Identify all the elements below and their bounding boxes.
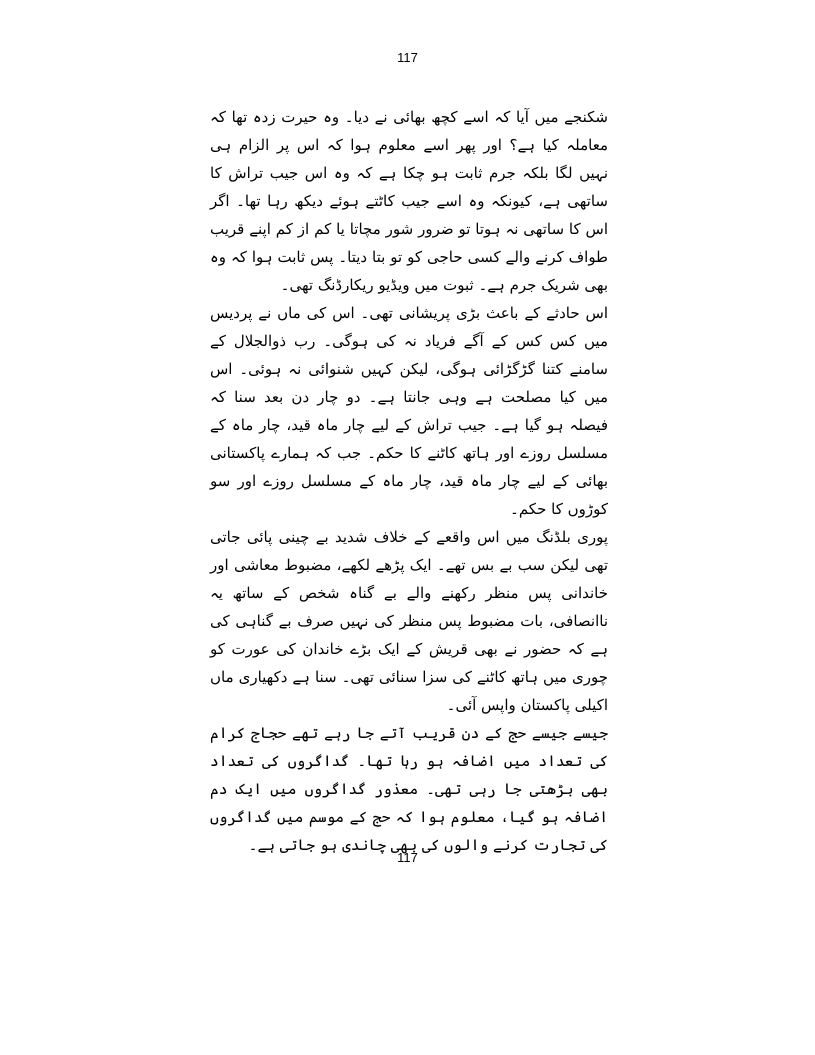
- page-number-bottom: 117: [397, 850, 418, 865]
- paragraph-3: پوری بلڈنگ میں اس واقعے کے خلاف شدید بے چینی پائی جاتی تھی لیکن سب بے بس تھے۔ ایک پڑھے لکھے، مضبوط معاشی اور خاندانی پس منظر رکھنے والے بے گناہ شخص کے ساتھ یہ ناانصافی، بات مضبوط پس منظر کی نہیں صرف بے گناہی کی ہے کہ حضور نے بھی قریش کے ایک بڑے خاندان کی عورت کو چوری میں ہاتھ کاٹنے کی سزا سنائی تھی۔ سنا ہے دکھیاری ماں اکیلی پاکستان واپس آئی۔: [210, 528, 608, 714]
- page-number-top: 117: [397, 50, 418, 65]
- paragraph-1: شکنجے میں آیا کہ اسے کچھ بھائی نے دیا۔ وہ حیرت زدہ تھا کہ معاملہ کیا ہے؟ اور پھر اسے معلوم ہوا کہ اس پر الزام ہی نہیں لگا بلکہ جرم ثابت ہو چکا ہے کہ وہ اس جیب تراش کا ساتھی ہے، کیونکہ وہ اسے جیب کاٹتے ہوئے دیکھ رہا تھا۔ اگر اس کا ساتھی نہ ہوتا تو ضرور شور مچاتا یا کم از کم اپنے قریب طواف کرنے والے کسی حاجی کو تو بتا دیتا۔ پس ثابت ہوا کہ وہ بھی شریک جرم ہے۔ ثبوت میں ویڈیو ریکارڈنگ تھی۔: [210, 108, 608, 294]
- paragraph-4: جیسے جیسے حج کے دن قریب آتے جا رہے تھے حجاج کرام کی تعداد میں اضافہ ہو رہا تھا۔ گداگروں کی تعداد بھی بڑھتی جا رہی تھی۔ معذور گداگروں میں ایک دم اضافہ ہو گیا، معلوم ہوا کہ حج کے موسم میں گداگروں کی تجارت کرنے والوں کی بھی چاندی ہو جاتی ہے۔: [210, 724, 608, 854]
- paragraph-2: اس حادثے کے باعث بڑی پریشانی تھی۔ اس کی ماں نے پردیس میں کس کس کے آگے فریاد نہ کی ہوگی۔ رب ذوالجلال کے سامنے کتنا گڑگڑائی ہوگی، لیکن کہیں شنوائی نہ ہوئی۔ اس میں کیا مصلحت ہے وہی جانتا ہے۔ دو چار دن بعد سنا کہ فیصلہ ہو گیا ہے۔ جیب تراش کے لیے چار ماہ قید، چار ماہ کے مسلسل روزے اور ہاتھ کاٹنے کا حکم۔ جب کہ ہمارے پاکستانی بھائی کے لیے چار ماہ قید، چار ماہ کے مسلسل روزے اور سو کوڑوں کا حکم۔: [210, 304, 608, 518]
- body-text: [210, 103, 608, 859]
